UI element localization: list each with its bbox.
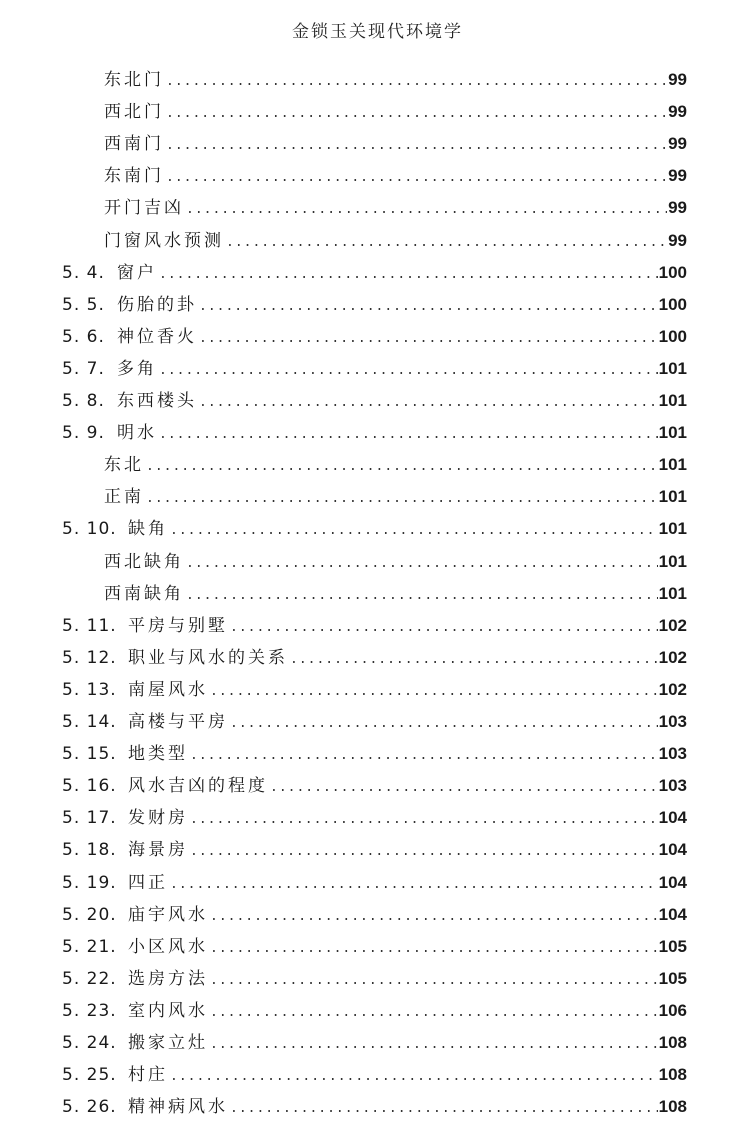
toc-entry[interactable] [0,578,755,610]
toc-entry-page-number: 104 [658,834,687,866]
toc-entry-title: 高楼与平房 [128,712,228,732]
toc-entry-page-number: 102 [658,642,687,674]
toc-entry-number: 5. 23. [62,1001,117,1021]
toc-entry-page-number: 102 [658,610,687,642]
toc-entry-title: 平房与别墅 [128,616,228,636]
toc-entry-title: 发财房 [128,808,188,828]
toc-entry-number: 5. 22. [62,969,117,989]
toc-entry-leader [104,128,685,160]
toc-entry-leader [117,353,685,385]
dot-leader [170,515,685,547]
toc-entry-leader [128,867,685,899]
toc-entry-title: 风水吉凶的程度 [128,776,268,796]
toc-entry-title: 四正 [128,873,168,893]
toc-entry[interactable] [0,513,755,545]
dot-leader [290,644,685,676]
toc-entry-title: 职业与风水的关系 [128,648,288,668]
toc-entry-number: 5. 7. [62,359,105,379]
toc-entry-number: 5. 11. [62,616,117,636]
dot-leader [170,869,685,901]
toc-entry-page-number: 99 [667,64,687,96]
dot-leader [199,387,685,419]
toc-entry-title: 开门吉凶 [104,198,184,218]
dot-leader [210,997,685,1029]
dot-leader [199,323,685,355]
toc-entry[interactable] [0,96,755,128]
dot-leader [186,580,685,612]
toc-entry-page-number: 101 [658,385,687,417]
dot-leader [166,66,685,98]
toc-entry-leader [104,578,685,610]
dot-leader [170,1061,685,1093]
toc-entry-title: 搬家立灶 [128,1033,208,1053]
toc-entry-page-number: 99 [667,225,687,257]
toc-entry-page-number: 100 [658,321,687,353]
dot-leader [210,676,685,708]
toc-entry-leader [128,802,685,834]
dot-leader [190,740,685,772]
toc-entry-title: 东北 [104,455,144,475]
toc-entry-title: 西南缺角 [104,584,184,604]
toc-entry-title: 西北缺角 [104,552,184,572]
toc-entry[interactable] [0,995,755,1027]
toc-entry-number: 5. 8. [62,391,105,411]
toc-entry-leader [104,64,685,96]
toc-entry-leader [128,931,685,963]
toc-entry[interactable] [0,1059,755,1091]
toc-entry-title: 村庄 [128,1065,168,1085]
toc-entry-title: 西南门 [104,134,164,154]
toc-entry-number: 5. 15. [62,744,117,764]
toc-entry-title: 东北门 [104,70,164,90]
dot-leader [190,836,685,868]
toc-entry[interactable] [0,610,755,642]
toc-entry-page-number: 101 [658,513,687,545]
toc-entry-page-number: 101 [658,353,687,385]
toc-entry-leader [128,738,685,770]
toc-entry-title: 缺角 [128,519,168,539]
toc-entry-leader [104,546,685,578]
toc-entry-number: 5. 4. [62,263,105,283]
toc-entry-leader [104,449,685,481]
toc-entry-number: 5. 24. [62,1033,117,1053]
toc-entry[interactable] [0,257,755,289]
dot-leader [226,227,685,259]
toc-entry-page-number: 103 [658,738,687,770]
toc-entry-page-number: 101 [658,417,687,449]
toc-entry-page-number: 99 [667,96,687,128]
toc-entry[interactable] [0,674,755,706]
toc-entry-page-number: 101 [658,578,687,610]
toc-entry-number: 5. 20. [62,905,117,925]
toc-entry-title: 门窗风水预测 [104,231,224,251]
toc-entry-leader [128,610,685,642]
toc-entry[interactable] [0,128,755,160]
toc-entry-title: 明水 [117,423,157,443]
toc-entry-page-number: 101 [658,481,687,513]
toc-entry[interactable] [0,899,755,931]
toc-entry-title: 窗户 [117,263,157,283]
toc-entry-title: 神位香火 [117,327,197,347]
toc-entry-leader [104,225,685,257]
dot-leader [210,933,685,965]
toc-entry-leader [128,1059,685,1091]
toc-entry-leader [104,192,685,224]
dot-leader [159,259,685,291]
toc-entry[interactable] [0,963,755,995]
toc-entry-number: 5. 25. [62,1065,117,1085]
dot-leader [190,804,685,836]
dot-leader [159,419,685,451]
toc-entry-page-number: 105 [658,931,687,963]
toc-entry-number: 5. 26. [62,1097,117,1117]
toc-entry-leader [128,995,685,1027]
toc-entry[interactable] [0,385,755,417]
toc-entry-leader [128,642,685,674]
toc-entry-page-number: 103 [658,770,687,802]
toc-entry-title: 东南门 [104,166,164,186]
dot-leader [230,612,685,644]
toc-entry-number: 5. 10. [62,519,117,539]
toc-entry-title: 伤胎的卦 [117,295,197,315]
toc-entry-page-number: 104 [658,899,687,931]
toc-entry-number: 5. 18. [62,840,117,860]
toc-entry-title: 小区风水 [128,937,208,957]
toc-entry-leader [128,706,685,738]
toc-entry[interactable] [0,289,755,321]
dot-leader [199,291,685,323]
toc-entry[interactable] [0,770,755,802]
toc-entry-leader [128,513,685,545]
toc-entry-page-number: 100 [658,257,687,289]
toc-entry[interactable] [0,867,755,899]
toc-entry-leader [104,481,685,513]
toc-entry[interactable] [0,64,755,96]
toc-entry-page-number: 99 [667,160,687,192]
toc-entry-leader [117,257,685,289]
toc-entry-number: 5. 9. [62,423,105,443]
toc-entry-number: 5. 17. [62,808,117,828]
toc-entry-page-number: 100 [658,289,687,321]
toc-entry-leader [128,1091,685,1123]
dot-leader [210,965,685,997]
toc-entry-title: 室内风水 [128,1001,208,1021]
toc-entry-title: 选房方法 [128,969,208,989]
toc-entry[interactable] [0,706,755,738]
dot-leader [210,901,685,933]
toc-entry-page-number: 103 [658,706,687,738]
toc-entry-page-number: 108 [658,1059,687,1091]
toc-entry-title: 精神病风水 [128,1097,228,1117]
toc-entry-page-number: 108 [658,1027,687,1059]
toc-entry-number: 5. 14. [62,712,117,732]
toc-entry-title: 东西楼头 [117,391,197,411]
toc-entry-leader [128,1027,685,1059]
toc-entry-page-number: 101 [658,546,687,578]
toc-entry-title: 西北门 [104,102,164,122]
toc-entry[interactable] [0,931,755,963]
toc-entry[interactable] [0,321,755,353]
toc-entry-leader [117,417,685,449]
toc-entry-page-number: 104 [658,867,687,899]
toc-entry-leader [128,834,685,866]
toc-entry[interactable] [0,1027,755,1059]
toc-entry-leader [128,770,685,802]
toc-entry-page-number: 105 [658,963,687,995]
toc-entry-leader [104,160,685,192]
toc-entry[interactable] [0,738,755,770]
toc-entry-title: 南屋风水 [128,680,208,700]
toc-entry-leader [128,674,685,706]
dot-leader [186,194,685,226]
toc-entry-leader [117,385,685,417]
toc-entry-page-number: 104 [658,802,687,834]
dot-leader [270,772,685,804]
toc-entry[interactable] [0,546,755,578]
toc-entry[interactable] [0,1091,755,1123]
toc-entry-page-number: 99 [667,128,687,160]
toc-entry-title: 正南 [104,487,144,507]
dot-leader [146,483,685,515]
toc-entry-leader [128,963,685,995]
toc-entry[interactable] [0,353,755,385]
toc-entry-number: 5. 6. [62,327,105,347]
dot-leader [166,130,685,162]
toc-entry-title: 庙宇风水 [128,905,208,925]
toc-entry[interactable] [0,642,755,674]
toc-entry[interactable] [0,802,755,834]
toc-entry[interactable] [0,192,755,224]
toc-entry-number: 5. 19. [62,873,117,893]
dot-leader [166,162,685,194]
dot-leader [210,1029,685,1061]
toc-entry-leader [117,321,685,353]
toc-entry[interactable] [0,417,755,449]
toc-entry-leader [104,96,685,128]
toc-entry-page-number: 101 [658,449,687,481]
toc-entry-page-number: 106 [658,995,687,1027]
toc-entry[interactable] [0,481,755,513]
dot-leader [230,708,685,740]
toc-entry-number: 5. 5. [62,295,105,315]
toc-entry-leader [117,289,685,321]
toc-entry-page-number: 102 [658,674,687,706]
toc-entry-title: 海景房 [128,840,188,860]
toc-entry-number: 5. 12. [62,648,117,668]
toc-entry-title: 多角 [117,359,157,379]
toc-entry-number: 5. 13. [62,680,117,700]
toc-entry-page-number: 99 [667,192,687,224]
toc-entry-number: 5. 21. [62,937,117,957]
toc-entry[interactable] [0,834,755,866]
toc-entry-page-number: 108 [658,1091,687,1123]
toc-entry[interactable] [0,160,755,192]
dot-leader [146,451,685,483]
toc-entry[interactable] [0,225,755,257]
dot-leader [159,355,685,387]
toc-entry-title: 地类型 [128,744,188,764]
dot-leader [230,1093,685,1125]
dot-leader [186,548,685,580]
page-header: 金锁玉关现代环境学 [292,22,463,42]
dot-leader [166,98,685,130]
toc-entry[interactable] [0,449,755,481]
toc-entry-leader [128,899,685,931]
toc-entry-number: 5. 16. [62,776,117,796]
